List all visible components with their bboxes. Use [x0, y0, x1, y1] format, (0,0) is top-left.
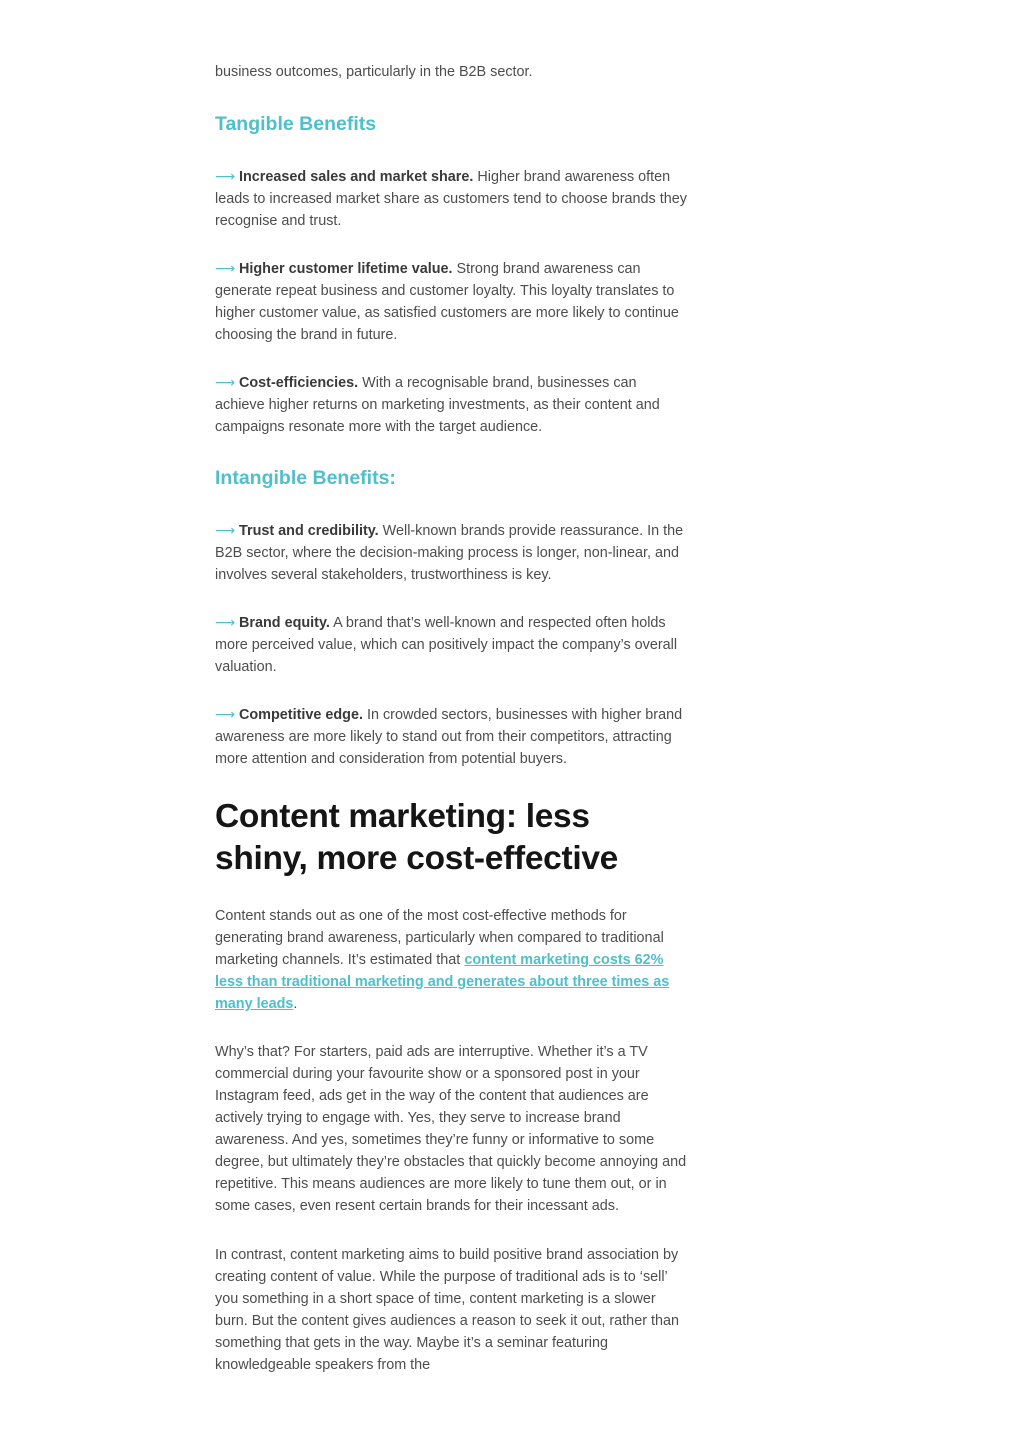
list-item	[215, 611, 687, 678]
list-item	[215, 371, 687, 438]
section-paragraph-2: Why’s that? For starters, paid ads are interruptive. Whether it’s a TV commercial during your favourite show or a sponsored post in your Instagram feed, ads get in the way of the content that audiences are actively trying to engage with. Yes, they serve to increase brand awareness. And yes, sometimes they’re funny or informative to some degree, but ultimately they’re obstacles that quickly become annoying and repetitive. This means audiences are more likely to tune them out, or in some cases, even resent certain brands for their incessant ads.	[215, 1044, 687, 1214]
list-item-title: Competitive edge.	[239, 707, 363, 723]
list-item	[215, 165, 687, 232]
list-item-text: Well-known brands provide reassurance. In the B2B sector, where the decision-making process is longer, non-linear, and involves several stakeholders, trustworthiness is key.	[215, 523, 684, 583]
list-item-text: In crowded sectors, businesses with higher brand awareness are more likely to stand out from their competitors, attracting more attention and consideration from potential buyers.	[215, 707, 683, 767]
list-item-text: Strong brand awareness can generate repeat business and customer loyalty. This loyalty translates to higher customer value, as satisfied customers are more likely to continue choosing the brand in future.	[215, 261, 679, 343]
list-item	[215, 519, 687, 586]
list-item-text: Higher brand awareness often leads to increased market share as customers tend to choose brands they recognise and trust.	[215, 169, 687, 229]
list-item-title: Trust and credibility.	[239, 523, 379, 539]
arrow-right-icon: ⟶	[215, 706, 236, 722]
list-item-title: Increased sales and market share.	[239, 169, 474, 185]
section-paragraph-1	[215, 905, 687, 1015]
intro-paragraph: business outcomes, particularly in the B2B sector.	[215, 64, 533, 80]
list-item-title: Higher customer lifetime value.	[239, 261, 453, 277]
intangible-benefits-heading: Intangible Benefits:	[215, 467, 396, 489]
section-paragraph-3: In contrast, content marketing aims to build positive brand association by creating content of value. While the purpose of traditional ads is to ‘sell’ you something in a short space of time, content marketing is a slower burn. But the content gives audiences a reason to seek it out, rather than something that gets in the way. Maybe it’s a seminar featuring knowledgeable speakers from the	[215, 1247, 679, 1373]
arrow-right-icon: ⟶	[215, 522, 236, 538]
arrow-right-icon: ⟶	[215, 614, 236, 630]
list-item	[215, 703, 687, 770]
section-heading: Content marketing: less shiny, more cost-effective	[215, 798, 619, 877]
arrow-right-icon: ⟶	[215, 168, 236, 184]
paragraph-text: .	[293, 996, 298, 1012]
list-item-title: Cost-efficiencies.	[239, 375, 359, 391]
content-marketing-stat-link[interactable]: content marketing costs 62% less than traditional marketing and generates about three times as many leads	[215, 952, 670, 1012]
paragraph-text: Content stands out as one of the most cost-effective methods for generating brand awareness, particularly when compared to traditional marketing channels. It’s estimated that	[215, 908, 664, 968]
list-item-text: A brand that’s well-known and respected often holds more perceived value, which can positively impact the company’s overall valuation.	[215, 615, 678, 675]
list-item-title: Brand equity.	[239, 615, 330, 631]
tangible-benefits-heading: Tangible Benefits	[215, 113, 377, 135]
list-item-text: With a recognisable brand, businesses can achieve higher returns on marketing investments, as their content and campaigns resonate more with the target audience.	[215, 375, 660, 435]
list-item	[215, 257, 687, 346]
arrow-right-icon: ⟶	[215, 260, 236, 276]
arrow-right-icon: ⟶	[215, 374, 236, 390]
